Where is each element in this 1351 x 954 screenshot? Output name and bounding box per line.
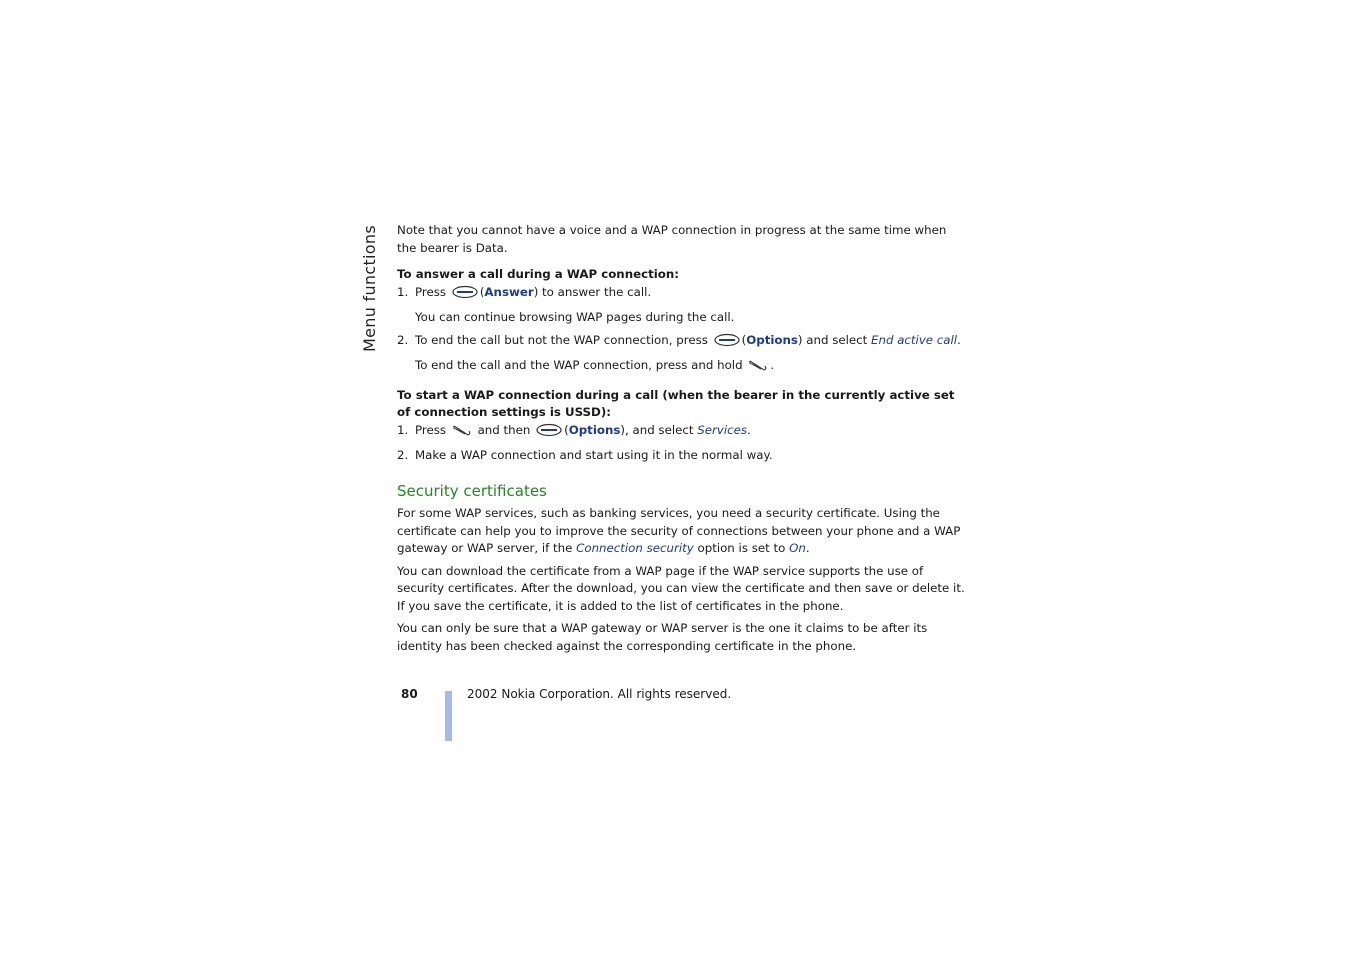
start-step-2: [397, 447, 969, 465]
section-title: Menu functions: [359, 224, 379, 352]
softkey-options: Options: [568, 422, 621, 437]
copyright-notice: 2002 Nokia Corporation. All rights reserved.: [467, 687, 732, 701]
step-number: 2.: [397, 332, 409, 347]
softkey-options: Options: [746, 332, 798, 347]
step-text: To end the call but not the WAP connection, press (Options) and select End active call.: [415, 332, 961, 353]
step-number: 2.: [397, 448, 409, 462]
selection-key-icon: [714, 333, 740, 353]
answer-step-2-note: To end the call and the WAP connection, press and hold .: [397, 357, 969, 378]
option-services: Services: [697, 422, 747, 437]
intro-paragraph: Note that you cannot have a voice and a WAP connection in progress at the same time when the bearer is Data.: [397, 223, 947, 255]
start-step-1: [397, 422, 969, 443]
start-wap-heading: To start a WAP connection during a call (when the bearer in the currently active set of connection settings is USSD):: [397, 387, 955, 419]
step-text: Press (Answer) to answer the call.: [415, 284, 651, 305]
security-paragraph-2: You can download the certificate from a WAP page if the WAP service supports the use of security certificates. After the download, you can view the certificate and then save or delete it. If you save the certificate, it is added to the list of certificates in the phone.: [397, 563, 965, 613]
setting-connection-security: Connection security: [576, 541, 694, 555]
step-text: Make a WAP connection and start using it in the normal way.: [415, 448, 773, 462]
step-number: 1.: [397, 422, 409, 437]
section-sidebar-title: [357, 226, 381, 350]
answer-step-1-note: You can continue browsing WAP pages during the call.: [415, 310, 735, 324]
end-key-icon: [748, 358, 768, 378]
footer-divider: [445, 691, 452, 741]
page-content: [397, 222, 969, 655]
step-number: 1.: [397, 284, 409, 299]
setting-value-on: On: [789, 541, 806, 555]
softkey-answer: Answer: [484, 284, 534, 299]
security-heading: Security certificates: [397, 481, 547, 500]
answer-step-1: [397, 284, 969, 305]
end-key-icon: [452, 423, 472, 443]
answer-call-heading: To answer a call during a WAP connection:: [397, 267, 679, 281]
step-text: Press and then (Options), and select Services.: [415, 422, 751, 443]
selection-key-icon: [536, 423, 562, 443]
selection-key-icon: [452, 285, 478, 305]
option-end-active-call: End active call: [871, 332, 958, 347]
security-paragraph-1: For some WAP services, such as banking services, you need a security certificate. Using the certificate can help you to improve the security of connections between your phone and a WAP gateway or WAP server, if the Connection security option is set to On.: [397, 506, 961, 555]
page-number: 80: [401, 687, 418, 701]
security-paragraph-3: You can only be sure that a WAP gateway or WAP server is the one it claims to be after its identity has been checked against the corresponding certificate in the phone.: [397, 621, 928, 653]
answer-step-2: [397, 332, 969, 353]
